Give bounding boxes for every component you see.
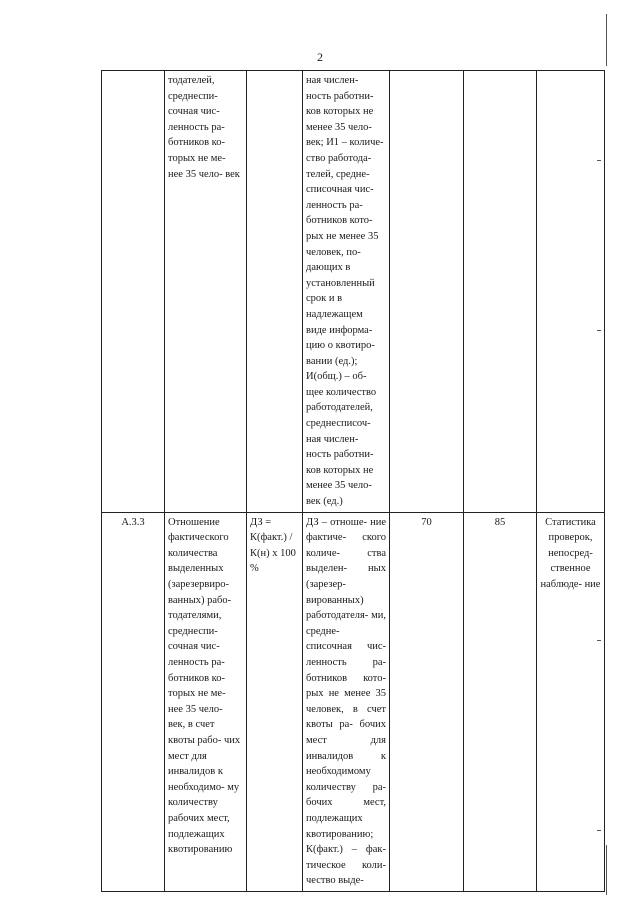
scan-edge-mark — [606, 845, 607, 895]
cell-indicator-name-continued — [165, 71, 247, 513]
scan-edge-mark — [606, 14, 607, 66]
value-2: 85 — [494, 516, 506, 528]
table-row-continuation — [102, 71, 605, 513]
cell-code — [102, 512, 165, 891]
indicator-code: А.3.3 — [121, 516, 145, 528]
cell-formula — [247, 512, 303, 891]
cell-value-2-empty — [464, 71, 537, 513]
table-row-a33 — [102, 512, 605, 891]
page-number: 2 — [317, 50, 323, 64]
cell-value-2 — [464, 512, 537, 891]
indicator-table — [101, 70, 605, 892]
cell-explanation-continued — [303, 71, 390, 513]
cell-source-empty — [537, 71, 605, 513]
value-1: 70 — [421, 516, 432, 528]
explanation-text: ДЗ – отноше- ние фактиче- ского количе- ства выделен- ных (зарезер- вированных) работодателя- ми, средне- списочная чис- ленность ра- ботников кото- рых не менее 35 человек, в счет квоты ра- бочих мест для инвалидов к необходимому количеству ра- бочих мест, подлежащих квотированию; К(факт.) – фак- тическое коли- чество выде- — [306, 516, 386, 887]
cell-value-1-empty — [390, 71, 464, 513]
cell-indicator-name — [165, 512, 247, 891]
source-text: Статистика проверок, непосред- ственное наблюде- ние — [540, 516, 601, 590]
cell-explanation — [303, 512, 390, 891]
cell-value-1 — [390, 512, 464, 891]
indicator-name-text: Отношение фактического количества выделенных (зарезервиро- ванных) рабо- тодателями, среднеспи- сочная чис- ленность ра- ботников ко- торых не ме- нее 35 чело- век, в счет квоты рабо- чих мест для инвалидов к необходимо- му количеству рабочих мест, подлежащих квотированию — [168, 516, 241, 856]
cell-code-empty — [102, 71, 165, 513]
explanation-text: ная числен- ность работни- ков которых не менее 35 чело- век; И1 – количе- ство работода- телей, средне- списочная чис- ленность ра- ботников кото- рых не менее 35 человек, по- дающих в установленный срок и в надлежащем виде информа- цию о квотиро- вании (ед.); И(общ.) – об- щее количество работодателей, среднесписоч- ная числен- ность работни- ков которых не менее 35 чело- век (ед.) — [306, 75, 384, 508]
formula-text: ДЗ = К(факт.) / К(н) х 100 % — [250, 516, 296, 575]
cell-formula-empty — [247, 71, 303, 513]
cell-source — [537, 512, 605, 891]
indicator-name-text: тодателей, среднеспи- сочная чис- ленность ра- ботников ко- торых не ме- нее 35 чело- век — [168, 75, 240, 180]
